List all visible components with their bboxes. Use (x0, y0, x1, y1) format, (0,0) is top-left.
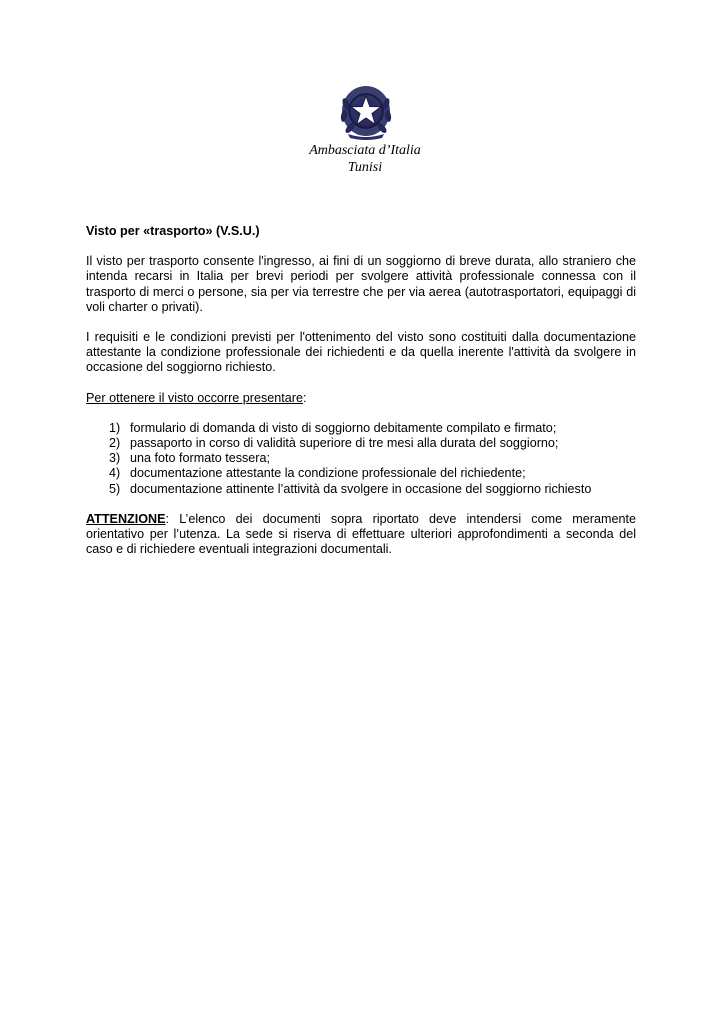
document-body (86, 224, 636, 572)
list-item-number: 2) (109, 436, 121, 451)
list-item (109, 451, 636, 466)
list-intro-text: Per ottenere il visto occorre presentare (86, 390, 303, 405)
required-documents-list (86, 421, 636, 497)
document-title: Visto per «trasporto» (V.S.U.) (86, 224, 260, 238)
list-item-number: 1) (109, 420, 121, 435)
attention-note (86, 512, 636, 558)
list-item-text: documentazione attinente l’attività da svolgere in occasione del soggiorno richiesto (130, 481, 592, 496)
attention-label: ATTENZIONE (86, 511, 166, 526)
list-intro-colon: : (303, 390, 307, 405)
list-item-text: documentazione attestante la condizione professionale del richiedente; (130, 466, 526, 481)
list-item-number: 3) (109, 451, 121, 466)
italian-republic-emblem-icon (340, 84, 392, 140)
paragraph-description: Il visto per trasporto consente l'ingresso, ai fini di un soggiorno di breve durata, allo straniero che intenda recarsi in Italia per brevi periodi per svolgere attività professionale connessa con il trasporto di merci o persone, sia per via terrestre che per via aerea (autotrasportatori, equipaggi di voli charter o privati). (86, 254, 636, 314)
list-item (109, 466, 636, 481)
list-item (109, 482, 636, 497)
list-item (109, 436, 636, 451)
list-item-text: passaporto in corso di validità superiore di tre mesi alla durata del soggiorno; (130, 436, 559, 451)
paragraph-requirements: I requisiti e le condizioni previsti per l'ottenimento del visto sono costituiti dalla documentazione attestante la condizione professionale dei richiedenti e da quella inerente l'attività da svolgere in occasione del soggiorno richiesto. (86, 330, 636, 375)
list-item-text: una foto formato tessera; (130, 451, 271, 466)
list-item-number: 4) (109, 466, 121, 481)
list-item-text: formulario di domanda di visto di soggiorno debitamente compilato e firmato; (130, 420, 557, 435)
embassy-city: Tunisi (347, 160, 383, 175)
embassy-name: Ambasciata d’Italia (309, 143, 421, 158)
list-intro (86, 391, 636, 406)
attention-text: : L’elenco dei documenti sopra riportato deve intendersi come meramente orientativo per l’utenza. La sede si riserva di effettuare ulteriori approfondimenti a seconda del caso e di richiedere eventuali integrazioni documentali. (86, 511, 636, 557)
list-item-number: 5) (109, 481, 121, 496)
list-item (109, 421, 636, 436)
